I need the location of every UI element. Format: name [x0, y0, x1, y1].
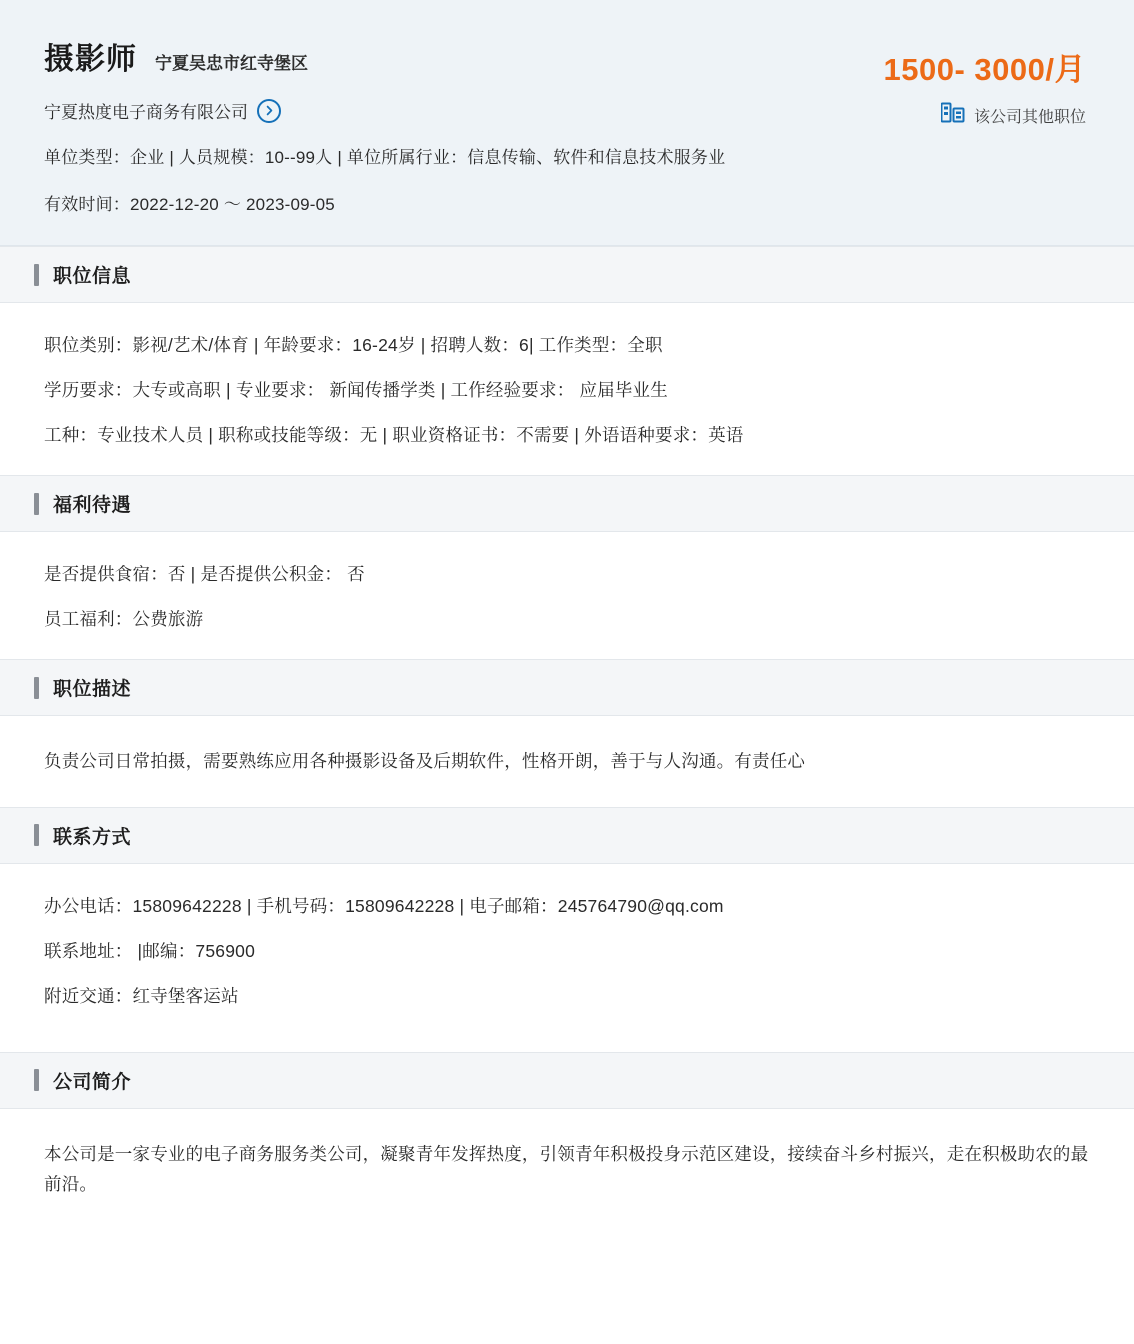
section-header-contact — [0, 807, 1134, 864]
section-title-job-desc: 职位描述 — [53, 679, 132, 700]
contact-line-1: 办公电话：15809642228 | 手机号码：15809642228 | 电子邮箱：245764790@qq.com — [44, 895, 724, 916]
section-accent-bar — [34, 493, 39, 515]
company-profile-text: 本公司是一家专业的电子商务服务类公司，凝聚青年发挥热度，引领青年积极投身示范区建设，接续奋斗乡村振兴，走在积极助农的最前沿。 — [44, 1143, 1089, 1195]
contact-line-2: 联系地址： |邮编：756900 — [44, 940, 256, 961]
welfare-line-1: 是否提供食宿：否 | 是否提供公积金： 否 — [44, 564, 365, 584]
spacer — [0, 1036, 1134, 1052]
section-body-welfare — [0, 532, 1134, 659]
section-body-job-desc — [0, 716, 1134, 807]
salary-amount: 1500- 3000/月 — [883, 52, 1086, 87]
section-accent-bar — [34, 677, 39, 699]
section-title-job-info: 职位信息 — [53, 266, 132, 287]
company-row — [44, 98, 1094, 123]
section-accent-bar — [34, 1069, 39, 1091]
chevron-right-icon[interactable] — [257, 99, 281, 123]
job-description-text: 负责公司日常拍摄，需要熟练应用各种摄影设备及后期软件，性格开朗，善于与人沟通。有责任心 — [44, 751, 806, 771]
section-body-job-info — [0, 303, 1134, 475]
other-company-jobs-link[interactable] — [941, 102, 1086, 128]
job-info-line-3: 工种：专业技术人员 | 职称或技能等级：无 | 职业资格证书：不需要 | 外语语种要求：英语 — [44, 425, 744, 445]
section-header-job-desc — [0, 659, 1134, 716]
welfare-line-2: 员工福利：公费旅游 — [44, 609, 204, 629]
section-title-contact: 联系方式 — [53, 826, 132, 848]
job-location: 宁夏吴忠市红寺堡区 — [155, 54, 308, 73]
other-company-jobs-label: 该公司其他职位 — [973, 108, 1086, 126]
section-accent-bar — [34, 824, 39, 846]
section-body-company-profile — [0, 1109, 1134, 1230]
job-header — [0, 0, 1134, 246]
section-header-job-info — [0, 246, 1134, 303]
company-name: 宁夏热度电子商务有限公司 — [44, 103, 248, 122]
company-meta-line-2: 有效时间：2022-12-20 ～ 2023-09-05 — [44, 195, 335, 214]
page-title: 摄影师 — [44, 43, 137, 76]
company-meta-line-1: 单位类型：企业 | 人员规模：10--99人 | 单位所属行业：信息传输、软件和信息技术服务业 — [44, 148, 726, 167]
section-title-company-profile: 公司简介 — [53, 1071, 132, 1093]
job-info-line-2: 学历要求：大专或高职 | 专业要求： 新闻传播学类 | 工作经验要求： 应届毕业生 — [44, 380, 668, 400]
section-body-contact — [0, 864, 1134, 1036]
job-info-line-1: 职位类别：影视/艺术/体育 | 年龄要求：16-24岁 | 招聘人数：6| 工作类型：全职 — [44, 335, 663, 355]
section-header-company-profile — [0, 1052, 1134, 1109]
building-icon — [941, 102, 965, 128]
contact-line-3: 附近交通：红寺堡客运站 — [44, 985, 239, 1006]
section-accent-bar — [34, 264, 39, 286]
section-header-welfare — [0, 475, 1134, 532]
section-title-welfare: 福利待遇 — [53, 495, 132, 516]
